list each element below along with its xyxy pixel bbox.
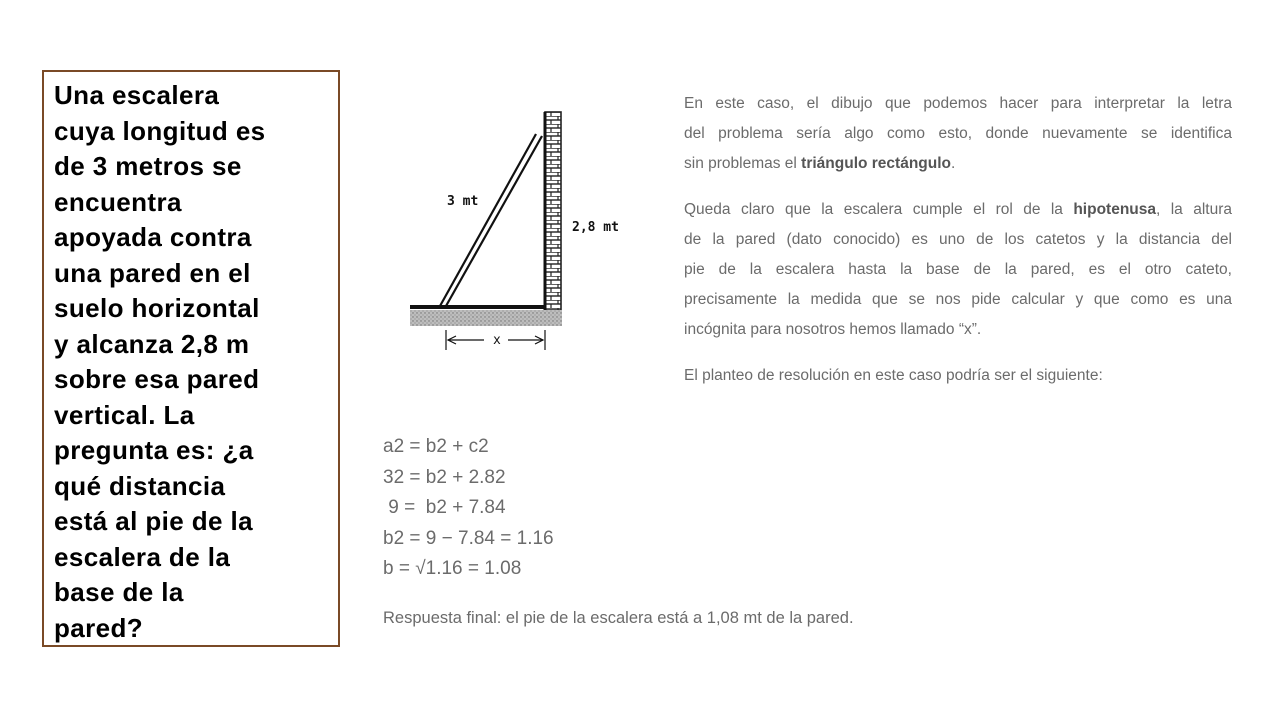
problem-line: pregunta es: ¿a	[54, 435, 254, 465]
bold-term-triangulo: triángulo rectángulo	[801, 155, 952, 172]
brick-wall	[545, 112, 561, 310]
ground-strip	[410, 310, 562, 326]
problem-line: pared?	[54, 612, 144, 643]
problem-line: escalera de la	[54, 541, 231, 572]
equation-line: b2 = 9 − 7.84 = 1.16	[383, 527, 554, 549]
problem-line: encuentra	[54, 186, 182, 217]
problem-line: apoyada contra	[54, 222, 252, 252]
text-fragment: , la altura	[1156, 201, 1232, 218]
explanation-text	[684, 89, 1232, 407]
ladder-diagram	[400, 108, 640, 358]
final-answer: Respuesta final: el pie de la escalera está a 1,08 mt de la pared.	[383, 609, 854, 627]
distance-x-label: x	[493, 333, 501, 348]
text-line: En este caso, el dibujo que podemos hacer para interpretar la letra	[684, 95, 1232, 112]
bold-term-hipotenusa: hipotenusa	[1073, 201, 1157, 218]
equation-line: 32 = b2 + 2.82	[383, 466, 506, 488]
ladder-length-label: 3 mt	[447, 194, 479, 209]
text-fragment: sin problemas el	[684, 155, 802, 172]
problem-statement-box	[42, 70, 340, 647]
equation-line: a2 = b2 + c2	[383, 436, 489, 457]
equation-line: 9 = b2 + 7.84	[383, 497, 506, 518]
text-line: del problema sería algo como esto, donde nuevamente se identifica	[684, 125, 1232, 142]
problem-line: Una escalera	[54, 80, 220, 110]
text-line: pie de la escalera hasta la base de la pared, es el otro cateto,	[684, 261, 1232, 278]
equations-block	[383, 432, 554, 585]
problem-line: de 3 metros se	[54, 151, 242, 181]
text-line: precisamente la medida que se nos pide calcular y que como es una	[684, 291, 1232, 308]
problem-line: suelo horizontal	[54, 293, 260, 323]
text-line	[684, 195, 1232, 225]
ladder	[440, 134, 542, 306]
text-fragment: Queda claro que la escalera cumple el rol de la	[684, 201, 1074, 218]
explanation-paragraph-3: El planteo de resolución en este caso podría ser el siguiente:	[684, 367, 1103, 384]
problem-statement	[54, 78, 330, 646]
wall-height-label: 2,8 mt	[572, 220, 619, 235]
explanation-paragraph-1	[684, 89, 1232, 179]
problem-line: base de la	[54, 577, 184, 607]
problem-line: cuya longitud es	[54, 115, 266, 146]
problem-line: vertical. La	[54, 399, 195, 430]
problem-line: está al pie de la	[54, 506, 254, 536]
text-line: de la pared (dato conocido) es uno de los catetos y la distancia del	[684, 231, 1232, 248]
explanation-paragraph-2	[684, 195, 1232, 345]
text-fragment: .	[951, 155, 956, 172]
problem-line: y alcanza 2,8 m	[54, 328, 250, 359]
problem-line: sobre esa pared	[54, 364, 260, 394]
equation-line: b = √1.16 = 1.08	[383, 558, 522, 579]
problem-line: qué distancia	[54, 470, 226, 501]
problem-line: una pared en el	[54, 257, 251, 288]
text-line: incógnita para nosotros hemos llamado “x”.	[684, 321, 982, 338]
text-line	[684, 149, 1232, 179]
